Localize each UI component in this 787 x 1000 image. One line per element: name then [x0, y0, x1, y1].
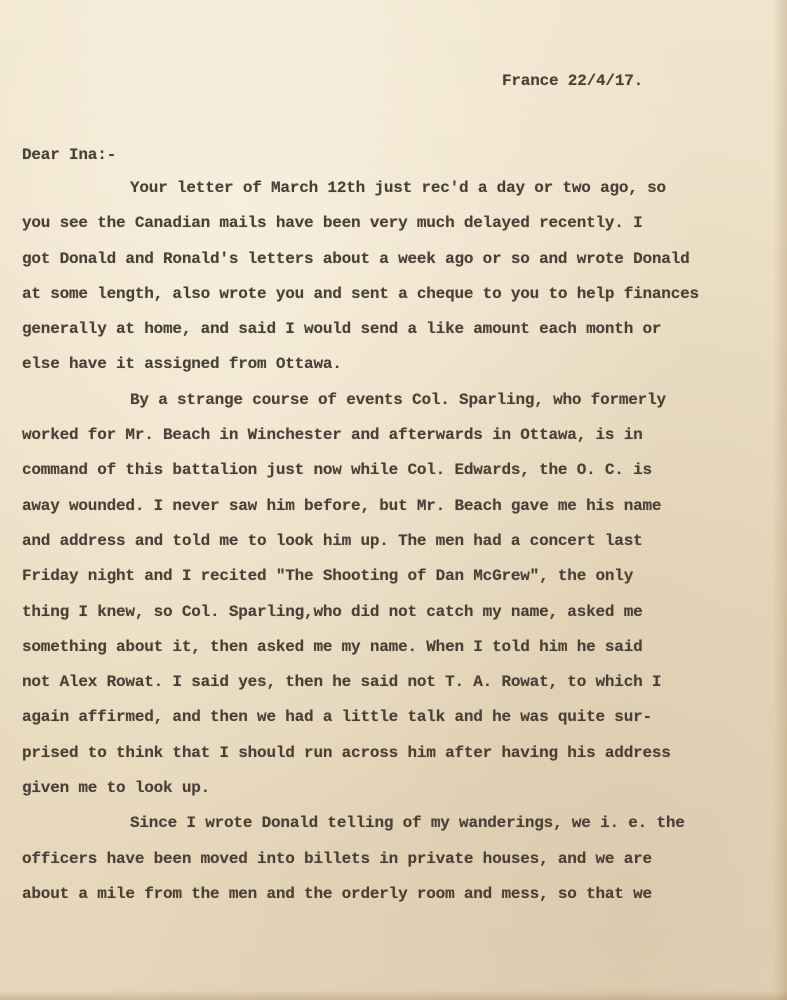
letter-line: you see the Canadian mails have been very much delayed recently. I [22, 214, 643, 233]
letter-line: officers have been moved into billets in private houses, and we are [22, 849, 652, 868]
letter-line: at some length, also wrote you and sent a cheque to you to help finances [22, 284, 699, 303]
letter-line: away wounded. I never saw him before, but Mr. Beach gave me his name [22, 496, 662, 515]
letter-line: got Donald and Ronald's letters about a week ago or so and wrote Donald [22, 249, 690, 268]
letter-line: By a strange course of events Col. Sparling, who formerly [130, 390, 666, 409]
page-edge-shadow-bottom [0, 990, 787, 1000]
letter-line: generally at home, and said I would send a like amount each month or [22, 320, 662, 339]
letter-salutation: Dear Ina:- [22, 146, 117, 164]
letter-line: thing I knew, so Col. Sparling,who did not catch my name, asked me [22, 602, 643, 621]
letter-line: again affirmed, and then we had a little talk and he was quite sur- [22, 708, 652, 727]
letter-body [22, 179, 787, 920]
letter-line: Friday night and I recited "The Shooting of Dan McGrew", the only [22, 567, 634, 586]
letter-line: worked for Mr. Beach in Winchester and afterwards in Ottawa, is in [22, 426, 643, 445]
letter-line: not Alex Rowat. I said yes, then he said not T. A. Rowat, to which I [22, 673, 662, 692]
letter-date: France 22/4/17. [502, 72, 644, 90]
letter-line: command of this battalion just now while Col. Edwards, the O. C. is [22, 461, 652, 480]
letter-line: else have it assigned from Ottawa. [22, 355, 342, 374]
letter-line: about a mile from the men and the orderly room and mess, so that we [22, 884, 652, 903]
letter-line: given me to look up. [22, 779, 211, 798]
letter-line: Since I wrote Donald telling of my wanderings, we i. e. the [130, 814, 685, 833]
letter-line: and address and told me to look him up. The men had a concert last [22, 531, 643, 550]
letter-line: something about it, then asked me my name. When I told him he said [22, 637, 643, 656]
letter-line: Your letter of March 12th just rec'd a day or two ago, so [130, 179, 666, 197]
letter-line: prised to think that I should run across him after having his address [22, 743, 671, 762]
